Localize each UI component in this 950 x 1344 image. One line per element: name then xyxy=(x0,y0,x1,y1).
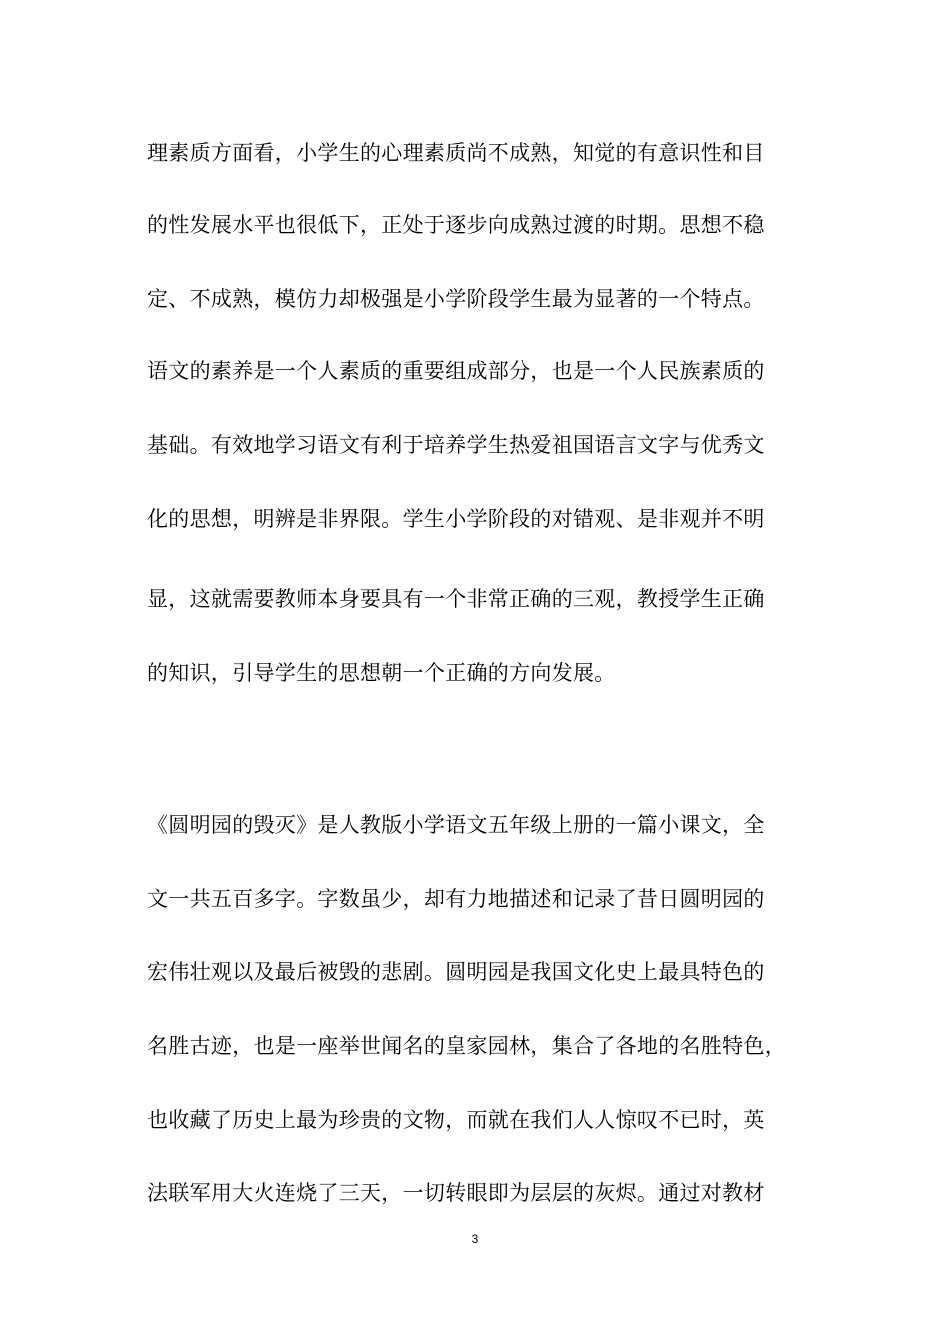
page-number: 3 xyxy=(471,1232,479,1246)
paragraph-2-line-4: 名胜古迹，也是一座举世闻名的皇家园林，集合了各地的名胜特色， xyxy=(147,1034,786,1058)
paragraph-1-line-4: 语文的素养是一个人素质的重要组成部分，也是一个人民族素质的 xyxy=(147,359,765,383)
paragraph-2-line-5: 也收藏了历史上最为珍贵的文物，而就在我们人人惊叹不已时，英 xyxy=(147,1108,765,1132)
paragraph-2-line-2: 文一共五百多字。字数虽少，却有力地描述和记录了昔日圆明园的 xyxy=(147,887,765,911)
paragraph-2-line-3: 宏伟壮观以及最后被毁的悲剧。圆明园是我国文化史上最具特色的 xyxy=(147,960,765,984)
paragraph-2-line-6: 法联军用大火连烧了三天，一切转眼即为层层的灰烬。通过对教材 xyxy=(147,1181,765,1205)
paragraph-1-line-5: 基础。有效地学习语文有利于培养学生热爱祖国语言文字与优秀文 xyxy=(147,433,765,457)
paragraph-1-line-6: 化的思想，明辨是非界限。学生小学阶段的对错观、是非观并不明 xyxy=(147,507,765,531)
paragraph-1-line-1: 理素质方面看，小学生的心理素质尚不成熟，知觉的有意识性和目 xyxy=(147,141,765,165)
paragraph-1-line-7: 显，这就需要教师本身要具有一个非常正确的三观，教授学生正确 xyxy=(147,587,765,611)
paragraph-1-line-2: 的性发展水平也很低下，正处于逐步向成熟过渡的时期。思想不稳 xyxy=(147,213,765,237)
paragraph-1-line-8: 的知识，引导学生的思想朝一个正确的方向发展。 xyxy=(147,661,616,685)
paragraph-1-line-3: 定、不成熟，模仿力却极强是小学阶段学生最为显著的一个特点。 xyxy=(147,287,765,311)
paragraph-2-line-1: 《圆明园的毁灭》是人教版小学语文五年级上册的一篇小课文，全 xyxy=(147,813,765,837)
